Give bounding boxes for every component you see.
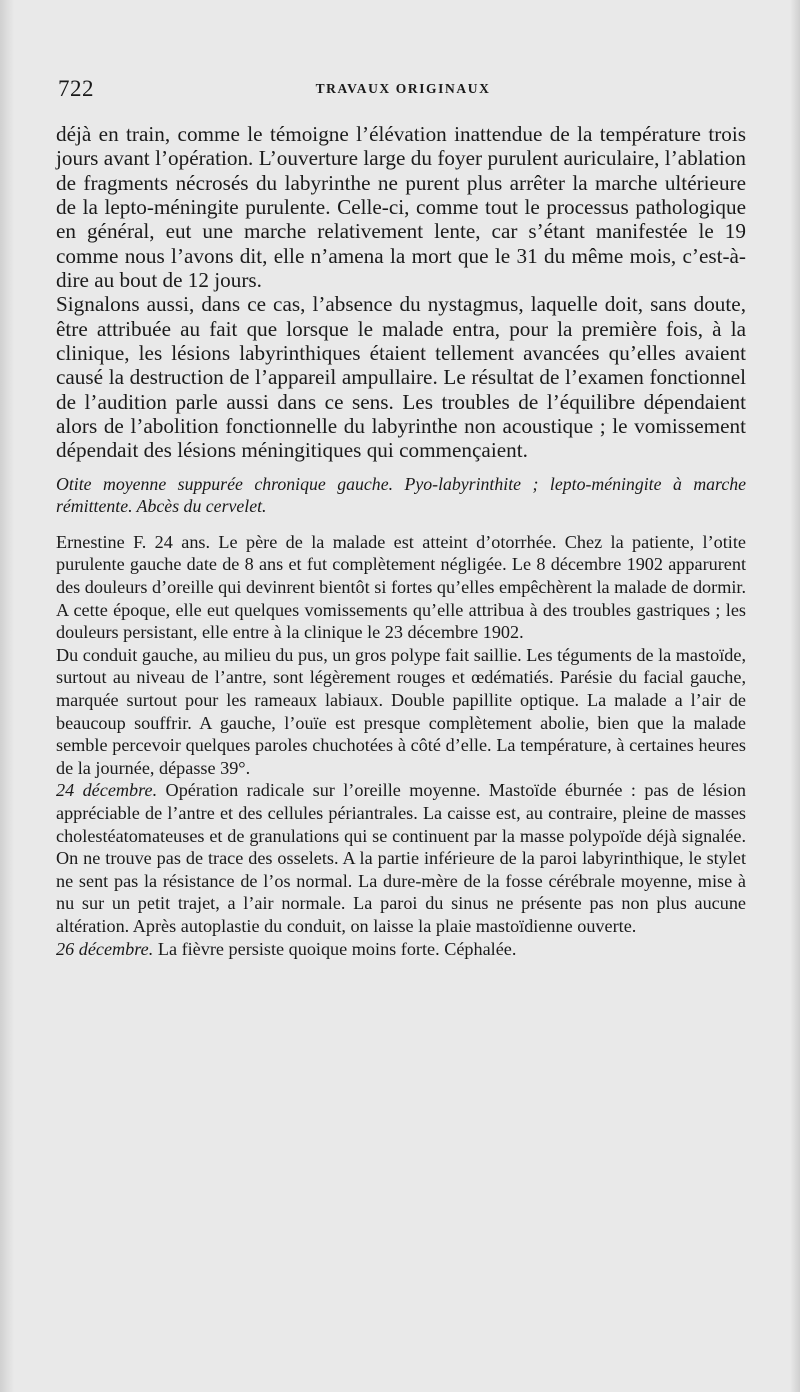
- page-body: [56, 122, 746, 960]
- entry-text: Opération radicale sur l’oreille moyenne. Mastoïde éburnée : pas de lésion appréciable de l’antre et des cellules périantrales. La caisse est, au contraire, pleine de masses cholestéatomateuses et de granulations qui se continuent par la masse polypoïde déjà signalée. On ne trouve pas de trace des osselets. A la partie inférieure de la paroi labyrinthique, le stylet ne sent pas la résistance de l’os normal. La dure-mère de la fosse cérébrale moyenne, mise à nu sur un petit trajet, a l’air normale. La paroi du sinus ne présente pas non plus aucune altération. Après autoplastie du conduit, on laisse la plaie mastoïdienne ouverte.: [56, 780, 746, 936]
- page-header: [58, 76, 748, 106]
- paragraph: [56, 938, 746, 961]
- paragraph: Du conduit gauche, au milieu du pus, un gros polype fait saillie. Les téguments de la mastoïde, surtout au niveau de l’antre, sont légèrement rouges et œdématiés. Parésie du facial gauche, marquée surtout pour les rameaux labiaux. Double papillite optique. La malade a l’air de beaucoup souffrir. A gauche, l’ouïe est presque complètement abolie, bien que la malade semble percevoir quelques paroles chuchotées à côté d’elle. La température, à certaines heures de la journée, dépasse 39°.: [56, 644, 746, 778]
- spacer: [56, 517, 746, 531]
- page-number: 722: [58, 76, 94, 101]
- paragraph: Ernestine F. 24 ans. Le père de la malade est atteint d’otorrhée. Chez la patiente, l’otite purulente gauche date de 8 ans et fut complètement négligée. Le 8 décembre 1902 apparurent des douleurs d’oreille qui devinrent bientôt si fortes qu’elles empêchèrent la malade de dormir. A cette époque, elle eut quelques vomissements qu’elle attribua à des troubles gastriques ; les douleurs persistant, elle entre à la clinique le 23 décembre 1902.: [56, 531, 746, 643]
- case-title: Otite moyenne suppurée chronique gauche. Pyo-labyrinthite ; lepto-méningite à marche rémittente. Abcès du cervelet.: [56, 473, 746, 516]
- paragraph: déjà en train, comme le témoigne l’élévation inattendue de la température trois jours avant l’opération. L’ouverture large du foyer purulent auriculaire, l’ablation de fragments nécrosés du labyrinthe ne purent plus arrêter la marche ultérieure de la lepto-méningite purulente. Celle-ci, comme tout le processus pathologique en général, eut une marche relativement lente, car s’étant manifestée le 19 comme nous l’avons dit, elle n’amena la mort que le 31 du même mois, c’est-à-dire au bout de 12 jours.: [56, 122, 746, 293]
- paragraph: [56, 779, 746, 937]
- running-head: TRAVAUX ORIGINAUX: [315, 81, 491, 96]
- entry-text: La fièvre persiste quoique moins forte. Céphalée.: [153, 938, 517, 959]
- page-gutter-left: [0, 0, 14, 1392]
- paragraph: Signalons aussi, dans ce cas, l’absence du nystagmus, laquelle doit, sans doute, être attribuée au fait que lorsque le malade entra, pour la première fois, à la clinique, les lésions labyrinthiques étaient tellement avancées qu’elles avaient causé la destruction de l’appareil ampullaire. Le résultat de l’examen fonctionnel de l’audition parle aussi dans ce sens. Les troubles de l’équilibre dépendaient alors de l’abolition fonctionnelle du labyrinthe non acoustique ; le vomissement dépendait des lésions méningitiques qui commençaient.: [56, 292, 746, 463]
- entry-date: 26 décembre.: [56, 938, 154, 959]
- entry-date: 24 décembre.: [56, 780, 158, 801]
- page-gutter-right: [790, 0, 800, 1392]
